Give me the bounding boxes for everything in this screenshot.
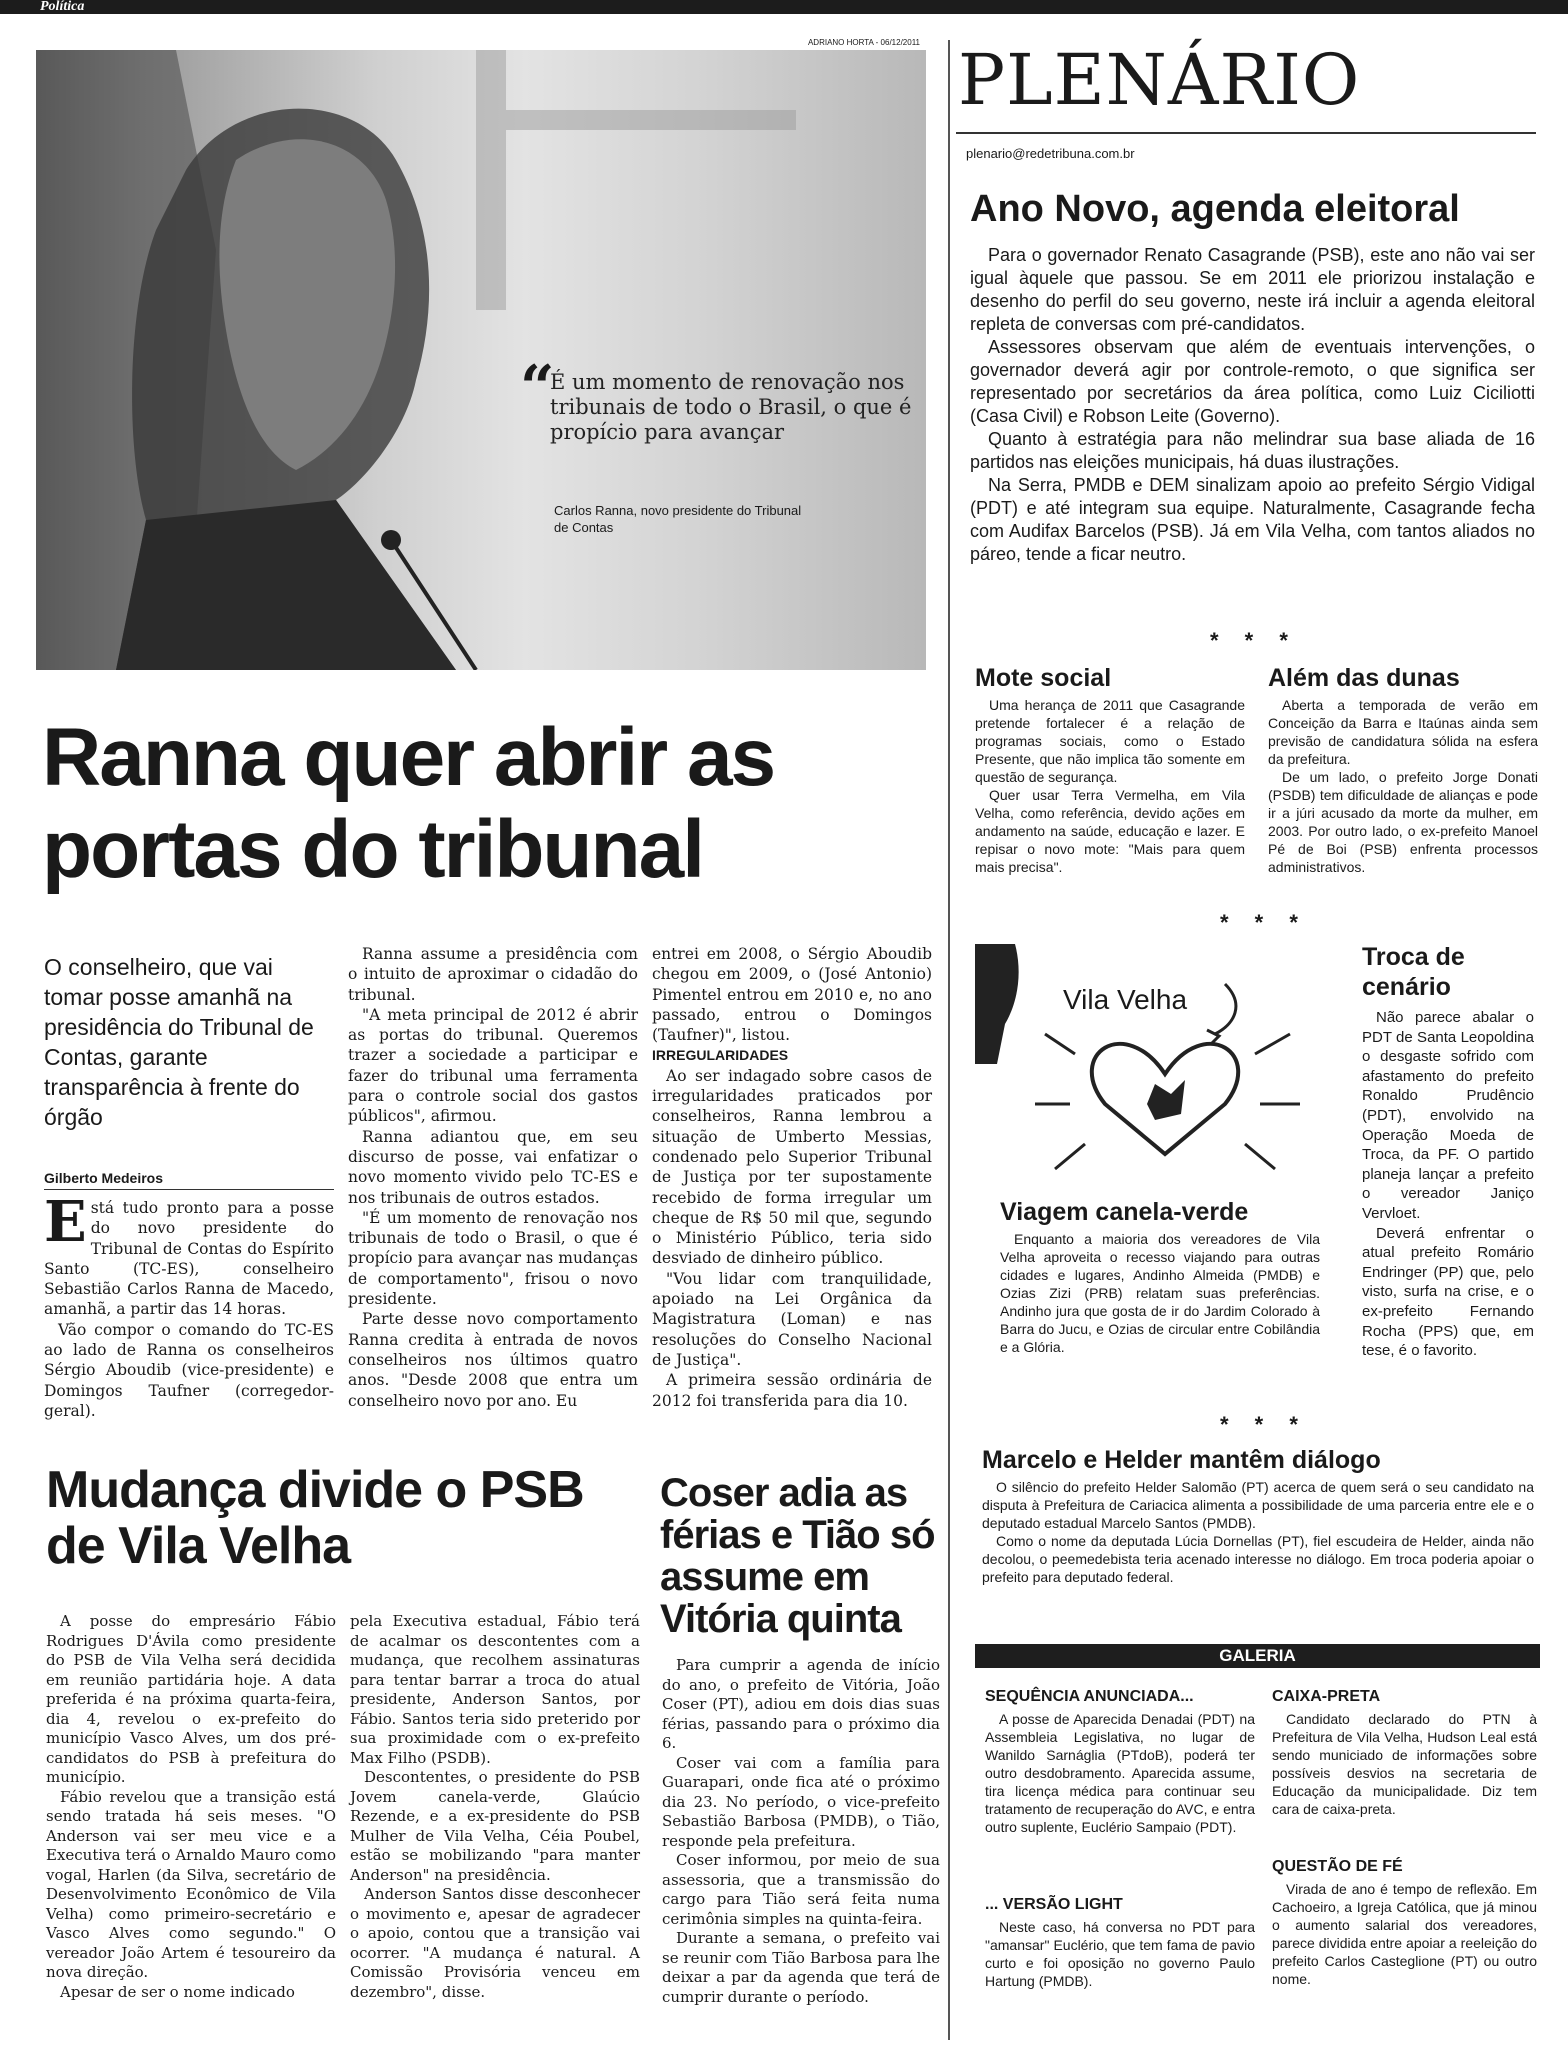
- viagem-text: Enquanto a maioria dos vereadores de Vila Velha aproveita o recesso viajando para outras cidades e lugares, Andinho Almeida (PMDB) e Ozias Zizi (PRB) relatam suas preferências. Andinho jura que gosta de ir do Jardim Colorado à Barra do Jucu, e Ozias de circular entre Cobilândia e a Glória.: [1000, 1231, 1320, 1355]
- main-col-1: [44, 1189, 334, 1421]
- main-deck: O conselheiro, que vai tomar posse amanhã na presidência do Tribunal de Contas, garante transparência à frente do órgão: [44, 954, 314, 1130]
- mote-body: [975, 696, 1245, 876]
- dropcap: E: [44, 1189, 87, 1255]
- dunas-p1: De um lado, o prefeito Jorge Donati (PSDB) tem dificuldade de alianças e pode ir a júri acusado da morte da mulher, em 2003. Por outro lado, o ex-prefeito Manoel Pé de Boi (PSB) enfrenta processos administrativos.: [1268, 769, 1538, 875]
- plenario-p3: Na Serra, PMDB e DEM sinalizam apoio ao prefeito Sérgio Vidigal (PDT) e até integram sua equipe. Naturalmente, Casagrande fecha com Audifax Barcelos (PSB). Já em Vila Velha, com tantos aliados no páreo, tende a ficar neutro.: [970, 475, 1535, 564]
- story2-col2-p0: pela Executiva estadual, Fábio terá de acalmar os descontentes com a mudança, que recolhem assinaturas para tentar barrar a troca do atual presidente, Anderson Santos, por Fábio. Santos teria sido preterido por sua proximidade com o ex-prefeito Max Filho (PSDB).: [350, 1612, 640, 1767]
- story3-p1: Coser vai com a família para Guarapari, onde fica até o próximo dia 23. No período, o vice-prefeito Sebastião Barbosa (PMDB), o Tião, responde pela prefeitura.: [662, 1753, 940, 1850]
- troca-body: [1362, 1008, 1534, 1361]
- g4-title: QUESTÃO DE FÉ: [1272, 1858, 1403, 1875]
- story2-headline: Mudança divide o PSB de Vila Velha: [46, 1461, 584, 1575]
- main-headline: [42, 712, 912, 896]
- plenario-rule: [956, 132, 1536, 134]
- mote-title: Mote social: [975, 664, 1112, 692]
- story3-p3: Durante a semana, o prefeito vai se reunir com Tião Barbosa para lhe deixar a par da agenda que terá de cumprir durante o período.: [662, 1929, 940, 2006]
- main-col2-p4: Parte desse novo comportamento Ranna credita à entrada de novos conselheiros nos últimos quatro anos. "Desde 2008 que entra um conselheiro novo por ano. Eu: [348, 1310, 638, 1410]
- g4-text: Virada de ano é tempo de reflexão. Em Cachoeiro, a Igreja Católica, que já minou o aumento salarial dos vereadores, parece dividida entre apoiar a reeleição do prefeito Carlos Casteglione (PT) ou outro nome.: [1272, 1881, 1537, 1987]
- story2-col2-p1: Descontentes, o presidente do PSB Jovem canela-verde, Glaúcio Rezende, e a ex-presidente do PSB Mulher de Vila Velha, Céia Poubel, estão se mobilizando "para manter Anderson" na presidência.: [350, 1768, 640, 1884]
- cartoon: [975, 944, 1345, 1184]
- g2-text: Neste caso, há conversa no PDT para "amansar" Euclério, que tem fama de pavio curto e foi oposição no governo Paulo Hartung (PMDB).: [985, 1919, 1255, 1989]
- pull-quote-author: Carlos Ranna, novo presidente do Tribunal de Contas: [554, 503, 802, 535]
- mote-p1: Quer usar Terra Vermelha, em Vila Velha, como referência, devido ações em andamento na saúde, educação e lazer. E repisar o novo mote: "Mais para quem mais precisa".: [975, 787, 1245, 875]
- story3-p2: Coser informou, por meio de sua assessoria, que a transmissão do cargo para Tião será feita numa cerimônia simples na quinta-feira.: [662, 1851, 940, 1928]
- plenario-p2: Quanto à estratégia para não melindrar sua base aliada de 16 partidos nas eleições municipais, há duas ilustrações.: [970, 429, 1535, 472]
- story2-col1-p2: Apesar de ser o nome indicado: [60, 1982, 295, 2001]
- portrait-illustration: [36, 50, 926, 670]
- plenario-p1: Assessores observam que além de eventuais intervenções, o governador deverá agir por controle-remoto, o que significa ser representado por secretários da área política, como Luiz Ciciliotti (Casa Civil) e Robson Leite (Governo).: [970, 337, 1535, 426]
- mote-p0: Uma herança de 2011 que Casagrande pretende fortalecer é a relação de programas sociais, como o Estado Presente, que não implica tão somente em questão de segurança.: [975, 697, 1245, 785]
- plenario-body: [970, 244, 1535, 566]
- story3-headline: Coser adia as férias e Tião só assume em Vitória quinta: [660, 1471, 935, 1641]
- marcelo-title: Marcelo e Helder mantêm diálogo: [982, 1446, 1381, 1474]
- plenario-title: PLENÁRIO: [958, 39, 1361, 121]
- dunas-title: Além das dunas: [1268, 664, 1460, 692]
- galeria-banner: GALERIA: [975, 1644, 1540, 1668]
- cartoon-label: Vila Velha: [1063, 984, 1188, 1015]
- g3-body: [1272, 1710, 1537, 1818]
- story2-col2-p2: Anderson Santos disse desconhecer o movimento e, apesar de agradecer o apoio, contou que a transição vai ocorrer. "A mudança é natural. A Comissão Provisória venceu em dezembro", disse.: [350, 1885, 640, 2001]
- section-bar: [0, 0, 1568, 14]
- main-col-2: [348, 944, 638, 1411]
- g1-title: SEQUÊNCIA ANUNCIADA...: [985, 1688, 1194, 1705]
- plenario-headline: Ano Novo, agenda eleitoral: [970, 188, 1460, 230]
- main-col-3: [652, 944, 932, 1411]
- photo-credit: ADRIANO HORTA - 06/12/2011: [807, 38, 920, 47]
- dunas-p0: Aberta a temporada de verão em Conceição da Barra e Itaúnas ainda sem previsão de candidatura sólida na esfera da prefeitura.: [1268, 697, 1538, 767]
- separator-stars-2: * * *: [1220, 910, 1308, 935]
- pull-quote: É um momento de renovação nos tribunais de todo o Brasil, o que é propício para avançar: [550, 370, 912, 444]
- marcelo-body: [982, 1478, 1534, 1586]
- main-col3-p2: A primeira sessão ordinária de 2012 foi transferida para dia 10.: [652, 1371, 932, 1410]
- cartoon-drawing: [975, 944, 1345, 1184]
- main-col1-p1: Vão compor o comando do TC-ES ao lado de Ranna os conselheiros Sérgio Aboudib (vice-presidente) e Domingos Taufner (corregedor-geral).: [44, 1320, 334, 1420]
- marcelo-p1: Como o nome da deputada Lúcia Dornellas (PT), fiel escudeira de Helder, ainda não decolou, o peemedebista teria acenado interesse no diálogo. Em troca poderia apoiar o prefeito para deputado federal.: [982, 1533, 1534, 1585]
- main-photo: [36, 50, 926, 670]
- story2-col1-p0: A posse do empresário Fábio Rodrigues D'Ávila como presidente do PSB de Vila Velha será decidida em reunião partidária hoje. A data preferida é na próxima quarta-feira, dia 4, revelou o ex-prefeito do município Vasco Alves, um dos pré-candidatos do PSB à prefeitura do município.: [46, 1612, 336, 1786]
- story3-body: [662, 1656, 940, 2007]
- g3-text: Candidato declarado do PTN à Prefeitura de Vila Velha, Hudson Leal está sendo municiado de informações sobre possíveis desvios na secretaria de Educação da municipalidade. Diz tem cara de caixa-preta.: [1272, 1711, 1537, 1817]
- main-col2-p2: Ranna adiantou que, em seu discurso de posse, vai enfatizar o novo momento vivido pelo TC-ES e nos tribunais de outros estados.: [348, 1127, 638, 1207]
- main-col1-p0: stá tudo pronto para a posse do novo presidente do Tribunal de Contas do Espírito Santo (TC-ES), conselheiro Sebastião Carlos Ranna de Macedo, amanhã, a partir das 14 horas.: [44, 1199, 334, 1319]
- viagem-body: [1000, 1230, 1320, 1356]
- main-col2-p3: "É um momento de renovação nos tribunais de todo o Brasil, o que é propício para avançar nas mudanças de comportamento", frisou o novo presidente.: [348, 1208, 638, 1309]
- troca-p0: Não parece abalar o PDT de Santa Leopoldina o desgaste sofrido com afastamento do prefeito Ronaldo Prudêncio (PDT), envolvido na Operação Moeda de Troca, da PF. O partido planeja lançar a prefeito o vereador Janiço Vervloet.: [1362, 1009, 1534, 1222]
- troca-p1: Deverá enfrentar o atual prefeito Romário Endringer (PP) que, pelo visto, surfa na crise, e o ex-prefeito Fernando Rocha (PPS) que, em tese, é o favorito.: [1362, 1224, 1534, 1360]
- separator-stars: * * *: [1210, 628, 1298, 653]
- subhead-irregularidades: IRREGULARIDADES: [652, 1047, 789, 1064]
- column-divider: [948, 40, 950, 2040]
- separator-stars-3: * * *: [1220, 1412, 1308, 1437]
- story3-p0: Para cumprir a agenda de início do ano, o prefeito de Vitória, João Coser (PT), adiou em dois dias suas férias, passando para o próximo dia 6.: [662, 1656, 940, 1752]
- main-col3-a: entrei em 2008, o Sérgio Aboudib chegou em 2009, o (José Antonio) Pimentel entrou em 2010 e, no ano passado, entrou o Domingos (Taufner)", listou.: [652, 945, 932, 1045]
- dunas-body: [1268, 696, 1538, 876]
- byline: Gilberto Medeiros: [44, 1170, 334, 1190]
- main-col2-p1: "A meta principal de 2012 é abrir as portas do tribunal. Queremos trazer a sociedade a participar e fazer do tribunal uma ferramenta para o controle social dos gastos públicos", afirmou.: [348, 1005, 638, 1126]
- headline-line-1: Ranna quer abrir as: [42, 712, 775, 803]
- g4-body: [1272, 1880, 1537, 1988]
- viagem-title: Viagem canela-verde: [1000, 1198, 1249, 1226]
- story2-col1-p1: Fábio revelou que a transição está sendo tratada há seis meses. "O Anderson vai ser meu vice e a Executiva terá o Arnaldo Mauro como vogal, Harlen (da Silva, secretário de Desenvolvimento Econômico de Vila Velha) como primeiro-secretário e Vasco Alves como segundo." O vereador João Artem é tesoureiro da nova direção.: [46, 1787, 336, 1981]
- marcelo-p0: O silêncio do prefeito Helder Salomão (PT) acerca de quem será o seu candidato na disputa à Prefeitura de Cariacica alimenta a possibilidade de uma parceria entre ele e o deputado estadual Marcelo Santos (PMDB).: [982, 1479, 1534, 1531]
- g1-text: A posse de Aparecida Denadai (PDT) na Assembleia Legislativa, no lugar de Wanildo Sarnáglia (PTdoB), poderá ter outro desdobramento. Aparecida assume, tira licença médica para continuar seu tratamento de recuperação do AVC, e entra outro suplente, Euclério Sampaio (PDT).: [985, 1711, 1255, 1835]
- quote-open-icon: “: [520, 353, 555, 423]
- troca-title: Troca de cenário: [1362, 943, 1465, 1001]
- g2-title: ... VERSÃO LIGHT: [985, 1896, 1123, 1913]
- main-col2-p0: Ranna assume a presidência com o intuito de aproximar o cidadão do tribunal.: [348, 945, 638, 1004]
- main-col3-p0: Ao ser indagado sobre casos de irregularidades praticados por conselheiros, Ranna lembrou a situação de Umberto Messias, condenado pelo Superior Tribunal de Justiça por ter supostamente recebido de forma irregular um cheque de R$ 50 mil que, segundo o Ministério Público, teria sido desviado de dinheiro público.: [652, 1066, 932, 1268]
- headline-line-2: portas do tribunal: [42, 804, 703, 895]
- g3-title: CAIXA-PRETA: [1272, 1688, 1381, 1705]
- g1-body: [985, 1710, 1255, 1836]
- section-label: Política: [40, 0, 85, 14]
- g2-body: [985, 1918, 1255, 1990]
- story2-col-1: [46, 1612, 336, 2002]
- main-col3-p1: "Vou lidar com tranquilidade, apoiado na Lei Orgânica da Magistratura (Loman) e nas resoluções do Conselho Nacional de Justiça".: [652, 1269, 932, 1369]
- plenario-p0: Para o governador Renato Casagrande (PSB), este ano não vai ser igual àquele que passou. Se em 2011 ele priorizou instalação e desenho do perfil do seu governo, neste irá incluir a agenda eleitoral repleta de conversas com pré-candidatos.: [970, 245, 1535, 334]
- plenario-email[interactable]: plenario@redetribuna.com.br: [966, 146, 1135, 161]
- story2-col-2: [350, 1612, 640, 2002]
